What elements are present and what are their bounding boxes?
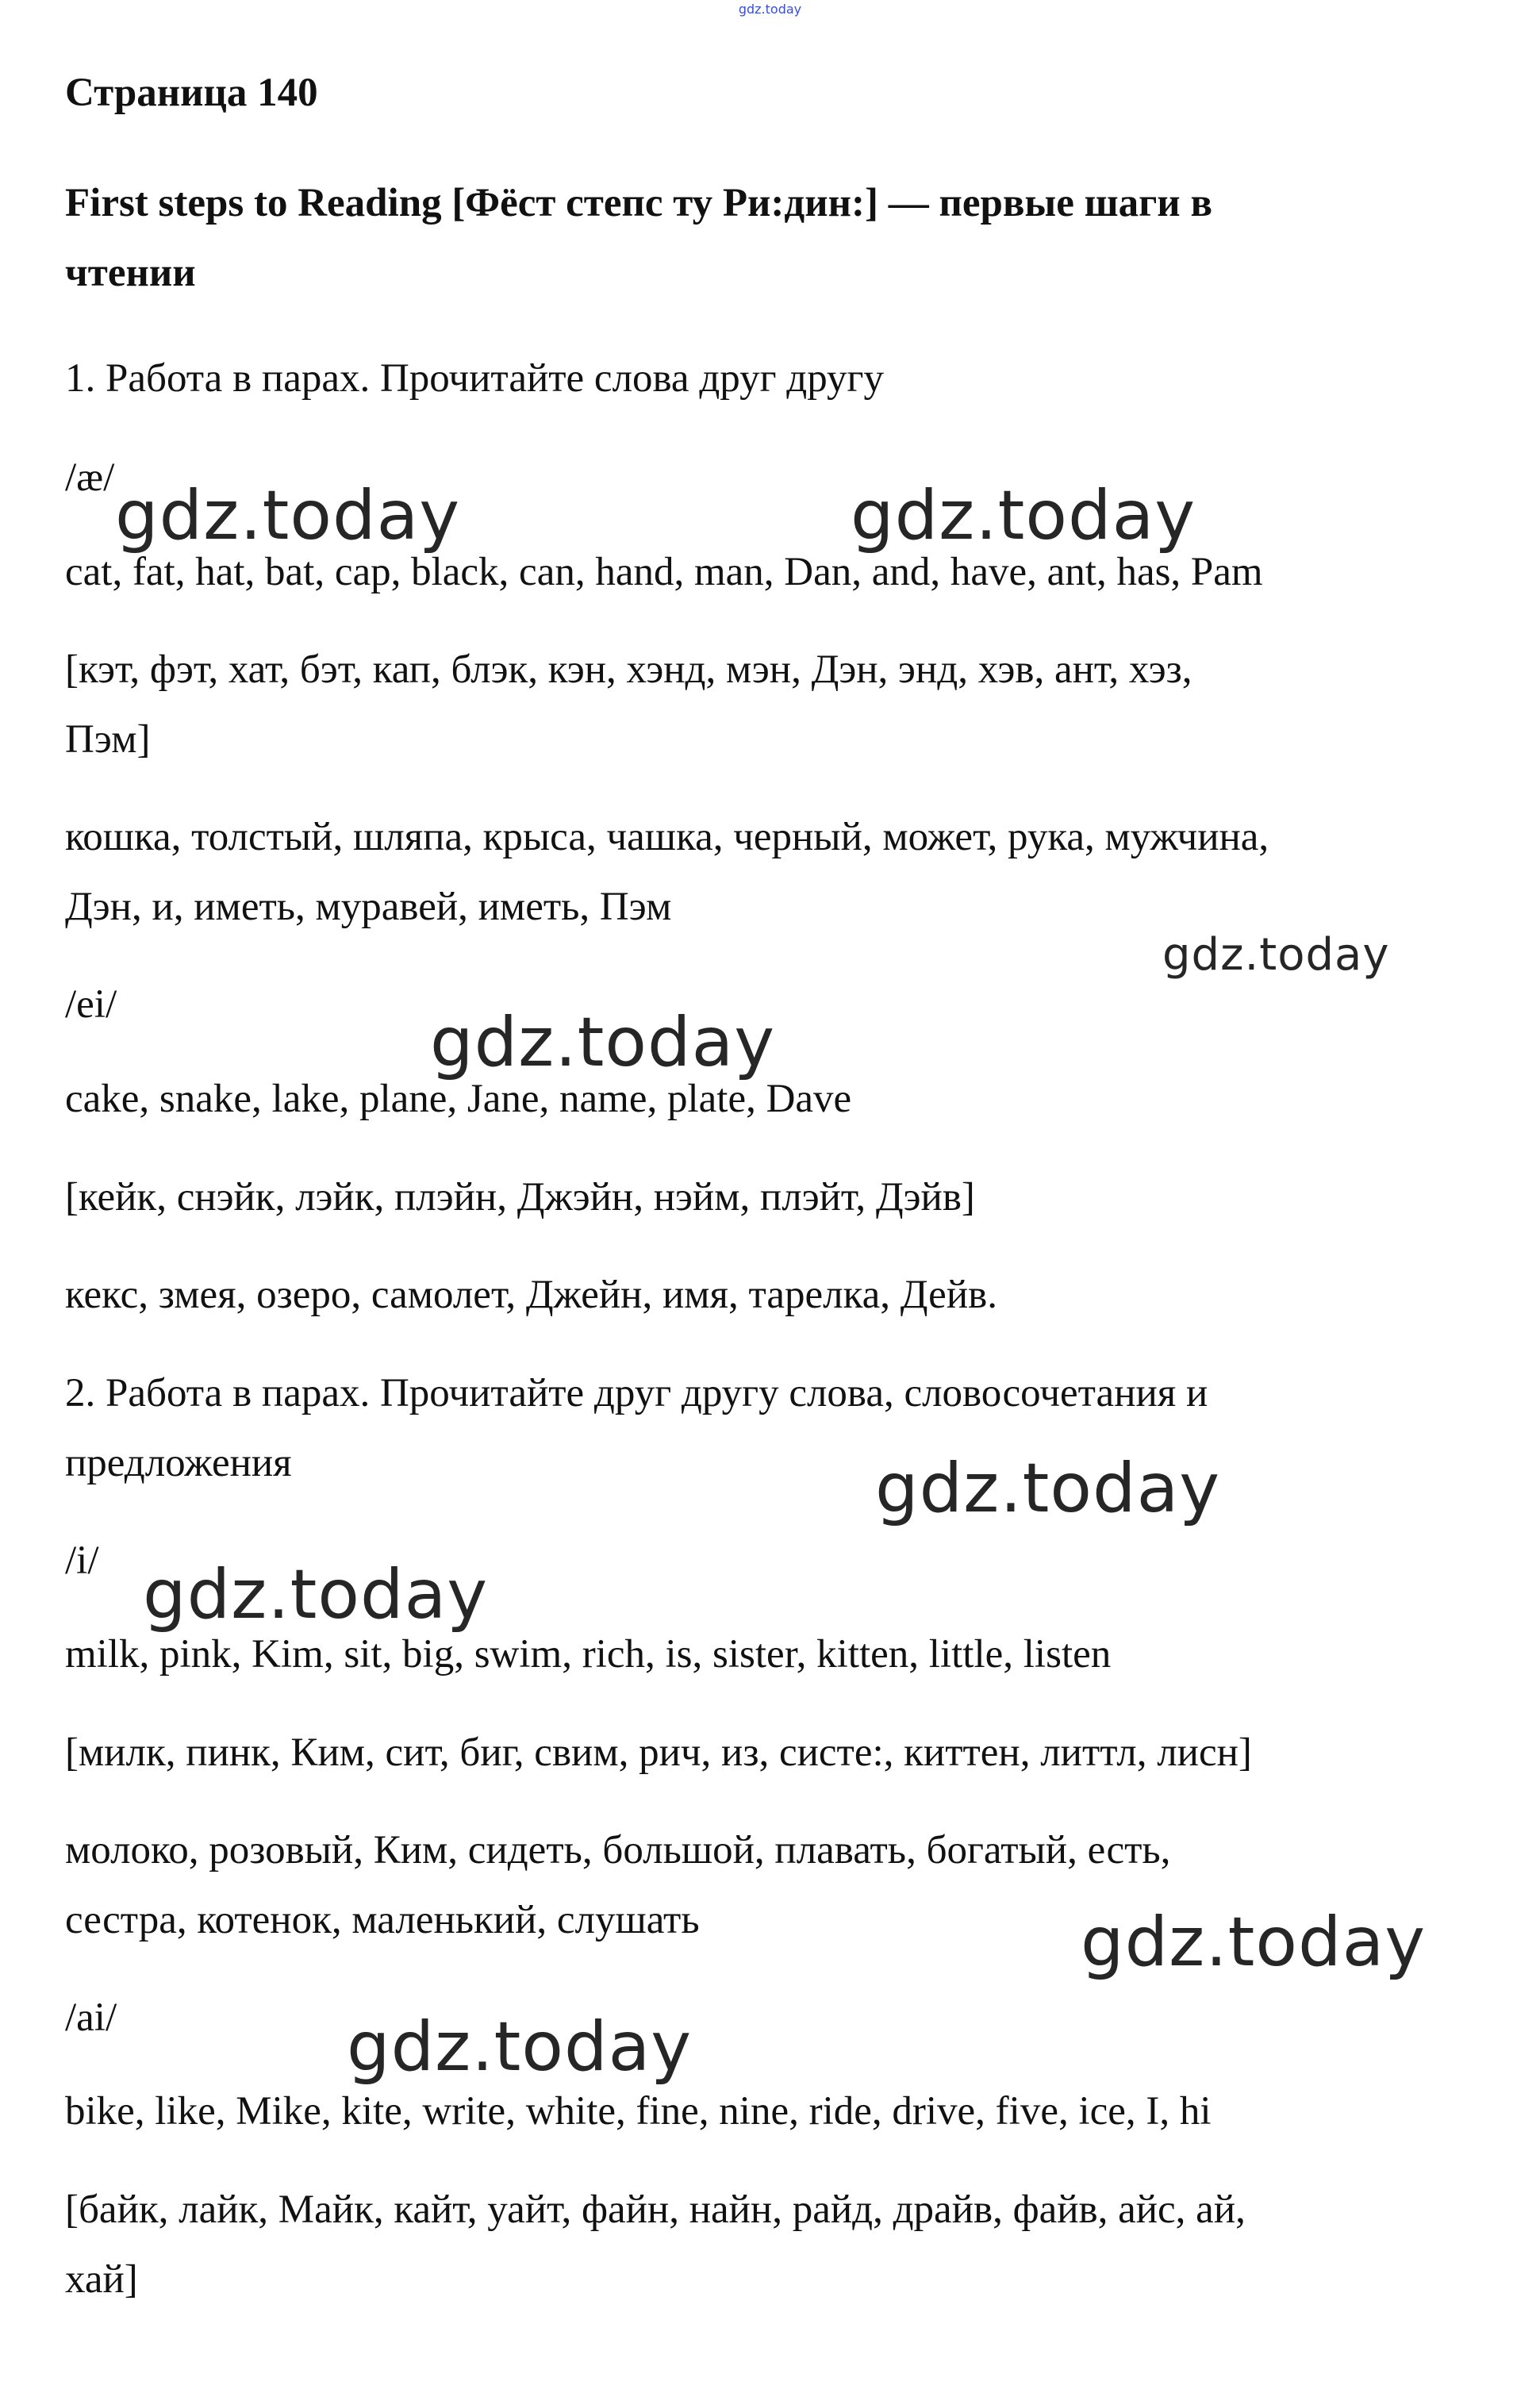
transcription-ae-line2: Пэм]: [65, 717, 151, 762]
sound-ae: /æ/: [65, 455, 115, 500]
translation-ae-line2: Дэн, и, иметь, муравей, иметь, Пэм: [65, 885, 672, 929]
transcription-i: [милк, пинк, Ким, сит, биг, свим, рич, из, систе:, киттен, литтл, лисн]: [65, 1730, 1252, 1775]
transcription-ai-line2: хай]: [65, 2257, 138, 2302]
exercise2-instruction-line1: 2. Работа в парах. Прочитайте друг другу слова, словосочетания и: [65, 1371, 1208, 1415]
watermark: gdz.today: [115, 476, 461, 555]
watermark: gdz.today: [347, 2007, 693, 2087]
translation-i-line2: сестра, котенок, маленький, слушать: [65, 1898, 700, 1942]
words-i: milk, pink, Kim, sit, big, swim, rich, is, sister, kitten, little, listen: [65, 1632, 1112, 1677]
section-title-line1: First steps to Reading [Фёст степс ту Ри:дин:] — первые шаги в: [65, 181, 1212, 225]
sound-i: /i/: [65, 1538, 99, 1583]
sound-ei: /ei/: [65, 982, 117, 1027]
watermark: gdz.today: [851, 476, 1196, 555]
transcription-ei: [кейк, снэйк, лэйк, плэйн, Джэйн, нэйм, плэйт, Дэйв]: [65, 1175, 975, 1219]
watermark: gdz.today: [1081, 1903, 1427, 1982]
watermark: gdz.today: [875, 1449, 1221, 1528]
watermark: gdz.today: [143, 1555, 489, 1634]
top-watermark: gdz.today: [738, 2, 802, 17]
translation-i-line1: молоко, розовый, Ким, сидеть, большой, плавать, богатый, есть,: [65, 1828, 1171, 1872]
page-title: Страница 140: [65, 71, 318, 115]
words-ei: cake, snake, lake, plane, Jane, name, plate, Dave: [65, 1077, 852, 1121]
section-title-line2: чтении: [65, 251, 196, 295]
transcription-ai-line1: [байк, лайк, Майк, кайт, уайт, файн, найн, райд, драйв, файв, айс, ай,: [65, 2187, 1246, 2232]
exercise2-instruction-line2: предложения: [65, 1441, 292, 1485]
words-ae: cat, fat, hat, bat, cap, black, can, hand, man, Dan, and, have, ant, has, Pam: [65, 550, 1263, 594]
transcription-ae-line1: [кэт, фэт, хат, бэт, кап, блэк, кэн, хэнд, мэн, Дэн, энд, хэв, ант, хэз,: [65, 647, 1192, 692]
watermark: gdz.today: [430, 1003, 776, 1082]
translation-ei: кекс, змея, озеро, самолет, Джейн, имя, тарелка, Дейв.: [65, 1273, 997, 1317]
words-ai: bike, like, Mike, kite, write, white, fine, nine, ride, drive, five, ice, I, hi: [65, 2089, 1212, 2134]
sound-ai: /ai/: [65, 1995, 117, 2040]
exercise1-instruction: 1. Работа в парах. Прочитайте слова друг другу: [65, 356, 884, 401]
translation-ae-line1: кошка, толстый, шляпа, крыса, чашка, черный, может, рука, мужчина,: [65, 815, 1269, 859]
watermark: gdz.today: [1162, 929, 1390, 981]
